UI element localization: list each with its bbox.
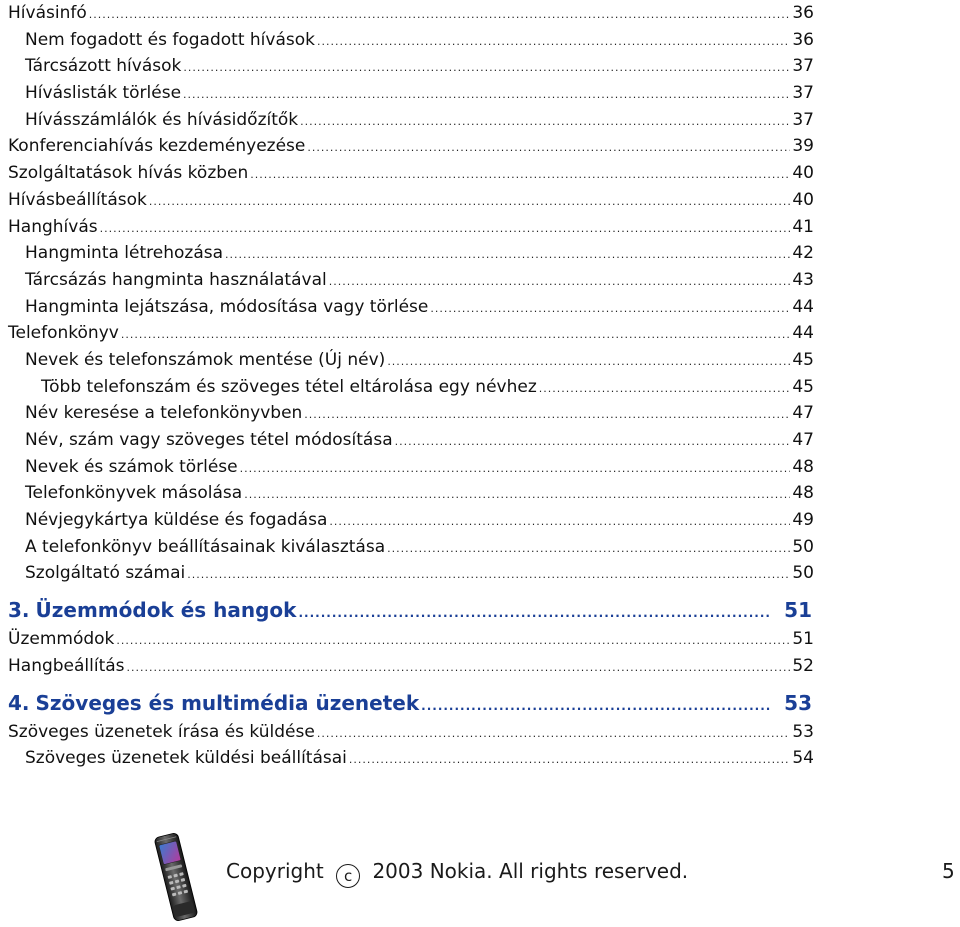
toc-entry-title: Híváslisták törlése bbox=[25, 83, 182, 104]
dot-leader bbox=[539, 376, 791, 403]
chapter-heading[interactable] bbox=[8, 687, 814, 719]
toc-entry-page-number: 52 bbox=[792, 655, 814, 676]
dot-leader bbox=[300, 109, 790, 136]
toc-entry[interactable] bbox=[8, 107, 814, 134]
toc-entry[interactable] bbox=[8, 480, 814, 507]
toc-entry-title: Szöveges üzenetek írása és küldése bbox=[8, 721, 315, 742]
toc-entry-page-number: 51 bbox=[792, 629, 814, 650]
toc-entry-title: Több telefonszám és szöveges tétel eltárolása egy névhez bbox=[41, 376, 537, 397]
toc-entry[interactable] bbox=[8, 347, 814, 374]
toc-entry-title: Szolgáltatások hívás közben bbox=[8, 163, 249, 184]
toc-entry-title: A telefonkönyv beállításainak kiválasztása bbox=[25, 536, 386, 557]
toc-entry-title: Telefonkönyvek másolása bbox=[25, 483, 243, 504]
toc-entry[interactable] bbox=[8, 626, 814, 653]
page-footer bbox=[0, 824, 960, 927]
toc-entry[interactable] bbox=[8, 427, 814, 454]
toc-entry-page-number: 37 bbox=[792, 83, 814, 104]
toc-entry[interactable] bbox=[8, 53, 814, 80]
toc-entry-page-number: 50 bbox=[792, 563, 814, 584]
toc-entry-page-number: 45 bbox=[792, 376, 814, 397]
toc-entry-title: Nevek és számok törlése bbox=[25, 456, 238, 477]
toc-entry-title: Hangminta létrehozása bbox=[25, 243, 224, 264]
dot-leader bbox=[430, 296, 790, 323]
toc-entry[interactable] bbox=[8, 745, 814, 772]
dot-leader bbox=[421, 690, 772, 722]
chapter-page-number: 51 bbox=[784, 598, 812, 623]
chapter-title: Üzemmódok és hangok bbox=[35, 598, 297, 623]
dot-leader bbox=[317, 721, 791, 748]
toc-entry-page-number: 37 bbox=[792, 56, 814, 77]
toc-entry-page-number: 53 bbox=[792, 721, 814, 742]
dot-leader bbox=[387, 536, 790, 563]
toc-entry-page-number: 39 bbox=[792, 136, 814, 157]
dot-leader bbox=[100, 216, 791, 243]
dot-leader bbox=[240, 456, 791, 483]
toc-entry-title: Üzemmódok bbox=[8, 629, 115, 650]
toc-entry-page-number: 44 bbox=[792, 296, 814, 317]
chapter-page-number: 53 bbox=[784, 690, 812, 715]
dot-leader bbox=[244, 482, 790, 509]
toc-entry[interactable] bbox=[8, 294, 814, 321]
dot-leader bbox=[225, 242, 790, 269]
dot-leader bbox=[317, 29, 790, 56]
toc-entry[interactable] bbox=[8, 27, 814, 54]
toc-entry[interactable] bbox=[8, 240, 814, 267]
toc-entry-page-number: 43 bbox=[792, 269, 814, 290]
toc-entry-page-number: 54 bbox=[792, 748, 814, 769]
toc-entry-page-number: 49 bbox=[792, 510, 814, 531]
toc-entry[interactable] bbox=[8, 0, 814, 27]
chapter-title: Szöveges és multimédia üzenetek bbox=[35, 690, 420, 715]
toc-entry-title: Nevek és telefonszámok mentése (Új név) bbox=[25, 349, 386, 370]
dot-leader bbox=[250, 162, 790, 189]
toc-entry-title: Név, szám vagy szöveges tétel módosítása bbox=[25, 430, 393, 450]
toc-entry[interactable] bbox=[8, 374, 814, 401]
toc-entry[interactable] bbox=[8, 507, 814, 534]
toc-entry-page-number: 36 bbox=[792, 29, 814, 50]
dot-leader bbox=[183, 82, 790, 109]
toc-entry-title: Név keresése a telefonkönyvben bbox=[25, 403, 303, 424]
dot-leader bbox=[307, 135, 790, 162]
toc-entry-title: Hívásinfó bbox=[8, 3, 87, 23]
toc-entry-title: Szolgáltató számai bbox=[25, 563, 186, 584]
toc-entry-title: Telefonkönyv bbox=[8, 323, 119, 344]
page-number: 5 bbox=[942, 859, 955, 883]
toc-entry[interactable] bbox=[8, 653, 814, 680]
toc-entry[interactable] bbox=[8, 719, 814, 746]
dot-leader bbox=[149, 189, 790, 216]
toc-entry[interactable] bbox=[8, 160, 814, 187]
toc-entry[interactable] bbox=[8, 80, 814, 107]
dot-leader bbox=[116, 628, 790, 655]
toc-entry[interactable] bbox=[8, 187, 814, 214]
dot-leader bbox=[387, 349, 790, 376]
copyright-notice bbox=[226, 859, 688, 888]
toc-entry[interactable] bbox=[8, 560, 814, 587]
dot-leader bbox=[304, 402, 790, 429]
toc-entry-title: Névjegykártya küldése és fogadása bbox=[25, 510, 328, 531]
dot-leader bbox=[127, 655, 791, 682]
toc-entry-title: Hanghívás bbox=[8, 216, 98, 237]
dot-leader bbox=[121, 322, 791, 349]
toc-entry-title: Tárcsázott hívások bbox=[25, 56, 182, 77]
dot-leader bbox=[298, 597, 772, 629]
toc-entry-title: Hangminta lejátszása, módosítása vagy törlése bbox=[25, 296, 429, 317]
dot-leader bbox=[183, 55, 790, 82]
dot-leader bbox=[187, 562, 790, 589]
copyright-text: 2003 Nokia. All rights reserved. bbox=[372, 859, 689, 883]
nokia-phone-icon bbox=[148, 830, 204, 924]
toc-entry-page-number: 42 bbox=[792, 243, 814, 264]
toc-entry[interactable] bbox=[8, 214, 814, 241]
toc-entry-page-number: 45 bbox=[792, 349, 814, 370]
chapter-number: 4. bbox=[8, 690, 30, 715]
toc-entry[interactable] bbox=[8, 133, 814, 160]
toc-entry[interactable] bbox=[8, 320, 814, 347]
toc-entry-page-number: 36 bbox=[792, 3, 814, 23]
toc-entry-title: Tárcsázás hangminta használatával bbox=[25, 269, 327, 290]
toc-entry-page-number: 47 bbox=[792, 403, 814, 424]
toc-entry-title: Hívásbeállítások bbox=[8, 189, 147, 210]
toc-entry-title: Konferenciahívás kezdeményezése bbox=[8, 136, 306, 157]
toc-entry[interactable] bbox=[8, 267, 814, 294]
dot-leader bbox=[329, 509, 790, 536]
copyright-prefix: Copyright bbox=[226, 859, 324, 883]
chapter-heading[interactable] bbox=[8, 594, 814, 626]
table-of-contents bbox=[8, 0, 814, 772]
copyright-symbol-icon: c bbox=[336, 864, 360, 888]
toc-entry[interactable] bbox=[8, 534, 814, 561]
chapter-number: 3. bbox=[8, 598, 30, 623]
dot-leader bbox=[349, 747, 790, 774]
dot-leader bbox=[395, 429, 791, 456]
toc-entry[interactable] bbox=[8, 400, 814, 427]
toc-entry-page-number: 47 bbox=[792, 430, 814, 450]
toc-entry-page-number: 40 bbox=[792, 189, 814, 210]
toc-entry-page-number: 44 bbox=[792, 323, 814, 344]
toc-entry-page-number: 37 bbox=[792, 109, 814, 130]
dot-leader bbox=[89, 2, 791, 29]
toc-entry-page-number: 48 bbox=[792, 483, 814, 504]
toc-entry-title: Hangbeállítás bbox=[8, 655, 125, 676]
toc-entry[interactable] bbox=[8, 454, 814, 481]
toc-entry-title: Szöveges üzenetek küldési beállításai bbox=[25, 748, 347, 769]
toc-entry-page-number: 48 bbox=[792, 456, 814, 477]
toc-entry-page-number: 41 bbox=[792, 216, 814, 237]
dot-leader bbox=[329, 269, 791, 296]
toc-entry-page-number: 50 bbox=[792, 536, 814, 557]
toc-entry-page-number: 40 bbox=[792, 163, 814, 184]
toc-entry-title: Nem fogadott és fogadott hívások bbox=[25, 29, 315, 50]
toc-entry-title: Hívásszámlálók és hívásidőzítők bbox=[25, 109, 299, 130]
